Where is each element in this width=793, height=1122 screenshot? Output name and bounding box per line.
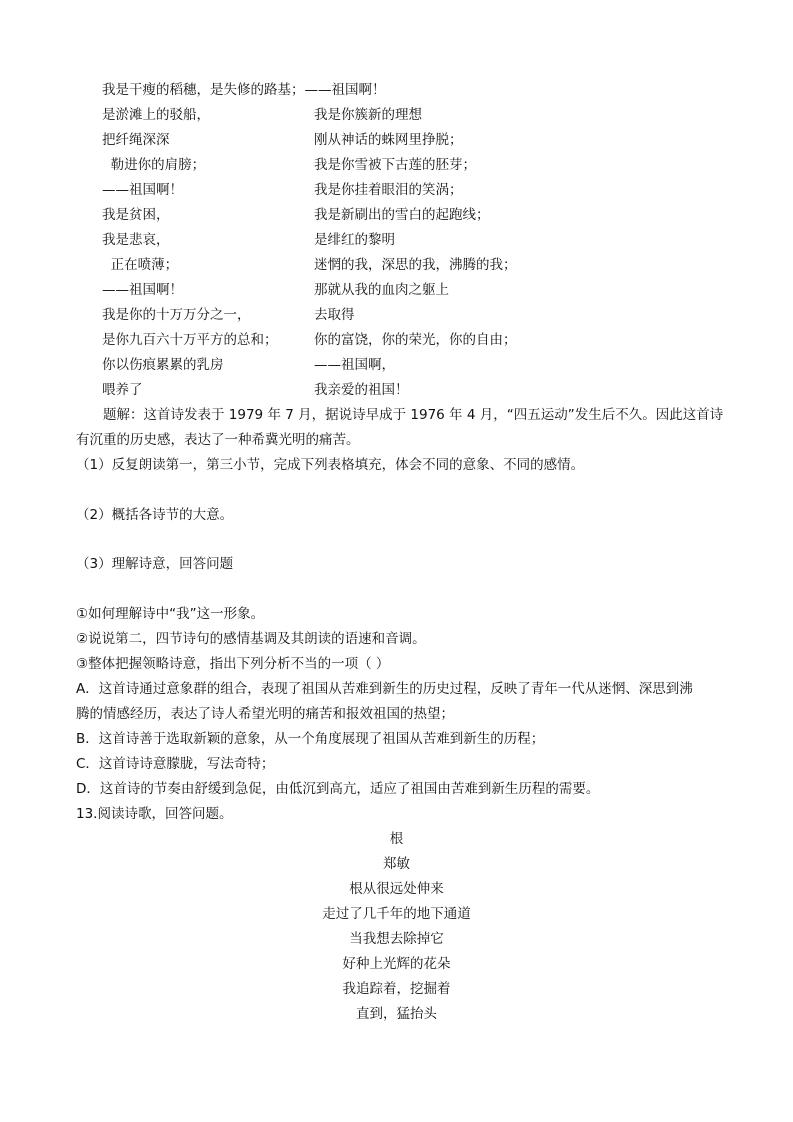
poem-line-left: 我是悲哀， bbox=[102, 232, 170, 248]
question-3 bbox=[76, 552, 726, 577]
question-text: （1）反复朗读第一，第三小节，完成下列表格填充，体会不同的意象、不同的感情。 bbox=[76, 457, 585, 473]
poem-line-right: ——祖国啊， bbox=[314, 357, 395, 373]
poem-row bbox=[102, 303, 662, 328]
poem-root bbox=[0, 827, 793, 1027]
poem-line-left: ——祖国啊！ bbox=[102, 282, 183, 298]
poem-line-right: 我是你挂着眼泪的笑涡； bbox=[314, 182, 463, 198]
option-b: B．这首诗善于选取新颖的意象，从一个角度展现了祖国从苦难到新生的历程； bbox=[76, 731, 545, 747]
question-2 bbox=[76, 503, 726, 528]
question-text: （2）概括各诗节的大意。 bbox=[76, 507, 234, 523]
sub-question: ②说说第二，四节诗句的感情基调及其朗读的语速和音调。 bbox=[76, 631, 426, 647]
poem-line-left: 是你九百六十万平方的总和； bbox=[102, 332, 278, 348]
poem-row bbox=[102, 353, 662, 378]
poem-line-left: 正在喷薄； bbox=[102, 257, 179, 273]
poem-line-left: 是淤滩上的驳船， bbox=[102, 107, 210, 123]
poem-line-right: 刚从神话的蛛网里挣脱； bbox=[314, 132, 463, 148]
poem-line-left: 你以伤痕累累的乳房 bbox=[102, 357, 224, 373]
poem-line-right: 去取得 bbox=[314, 307, 355, 323]
poem-row bbox=[102, 78, 662, 103]
question-1 bbox=[76, 453, 726, 478]
poem-line-right: 那就从我的血肉之躯上 bbox=[314, 282, 449, 298]
poem-row bbox=[102, 128, 662, 153]
poem-line-left: 勒进你的肩膀； bbox=[102, 157, 206, 173]
sub-questions bbox=[76, 602, 726, 827]
option-d: D．这首诗的节奏由舒缓到急促，由低沉到高亢，适应了祖国由苦难到新生历程的需要。 bbox=[76, 781, 600, 797]
question-13: 13.阅读诗歌，回答问题。 bbox=[76, 806, 233, 822]
poem-two-column bbox=[102, 78, 662, 403]
poem-note bbox=[76, 403, 726, 453]
poem-line-left: 我是贫困， bbox=[102, 207, 170, 223]
poem-line-left: 喂养了 bbox=[102, 382, 143, 398]
poem-line: 好种上光辉的花朵 bbox=[342, 956, 451, 972]
poem-line-right: 我亲爱的祖国！ bbox=[314, 382, 409, 398]
poem-line-left: 把纤绳深深 bbox=[102, 132, 170, 148]
poem-line-right: 我是你簇新的理想 bbox=[314, 107, 422, 123]
poem-line-right: 我是新刷出的雪白的起跑线； bbox=[314, 207, 490, 223]
poem-row bbox=[102, 153, 662, 178]
option-a: A．这首诗通过意象群的组合，表现了祖国从苦难到新生的历史过程，反映了青年一代从迷惘、深思到沸 bbox=[76, 681, 693, 697]
note-line: 有沉重的历史感，表达了一种希冀光明的痛苦。 bbox=[76, 432, 360, 448]
poem-line: 当我想去除掉它 bbox=[349, 931, 444, 947]
poem-line-right: 迷惘的我，深思的我，沸腾的我； bbox=[314, 257, 517, 273]
poem-line-right: 你的富饶，你的荣光，你的自由； bbox=[314, 332, 517, 348]
question-text: （3）理解诗意，回答问题 bbox=[76, 556, 234, 572]
poem-line: 我追踪着，挖掘着 bbox=[342, 981, 451, 997]
poem-row bbox=[102, 278, 662, 303]
poem-row bbox=[102, 228, 662, 253]
poem-row bbox=[102, 203, 662, 228]
note-line: 题解：这首诗发表于 1979 年 7 月，据说诗早成于 1976 年 4 月，“四五运动”发生后不久。因此这首诗 bbox=[103, 407, 724, 423]
option-c: C．这首诗诗意朦胧，写法奇特； bbox=[76, 756, 275, 772]
poem-row bbox=[102, 253, 662, 278]
poem-row bbox=[102, 178, 662, 203]
sub-question: ③整体把握领略诗意，指出下列分析不当的一项（ ） bbox=[76, 656, 390, 672]
option-a-cont: 腾的情感经历，表达了诗人希望光明的痛苦和报效祖国的热望； bbox=[76, 706, 454, 722]
poem-line-left: 我是干瘦的稻穗，是失修的路基；——祖国啊！ bbox=[102, 82, 386, 98]
sub-question: ①如何理解诗中“我”这一形象。 bbox=[76, 606, 265, 622]
poem-row bbox=[102, 103, 662, 128]
poem-line-left: ——祖国啊！ bbox=[102, 182, 183, 198]
poem-line-left: 我是你的十万万分之一， bbox=[102, 307, 251, 323]
poem-title: 根 bbox=[389, 831, 404, 847]
poem-row bbox=[102, 328, 662, 353]
poem-line: 根从很远处伸来 bbox=[349, 881, 444, 897]
poem-line-right: 是绯红的黎明 bbox=[314, 232, 395, 248]
poem-line: 直到，猛抬头 bbox=[356, 1006, 437, 1022]
poem-author: 郑敏 bbox=[383, 856, 410, 872]
poem-line-right: 我是你雪被下古莲的胚芽； bbox=[314, 157, 476, 173]
poem-line: 走过了几千年的地下通道 bbox=[322, 906, 471, 922]
poem-row bbox=[102, 378, 662, 403]
